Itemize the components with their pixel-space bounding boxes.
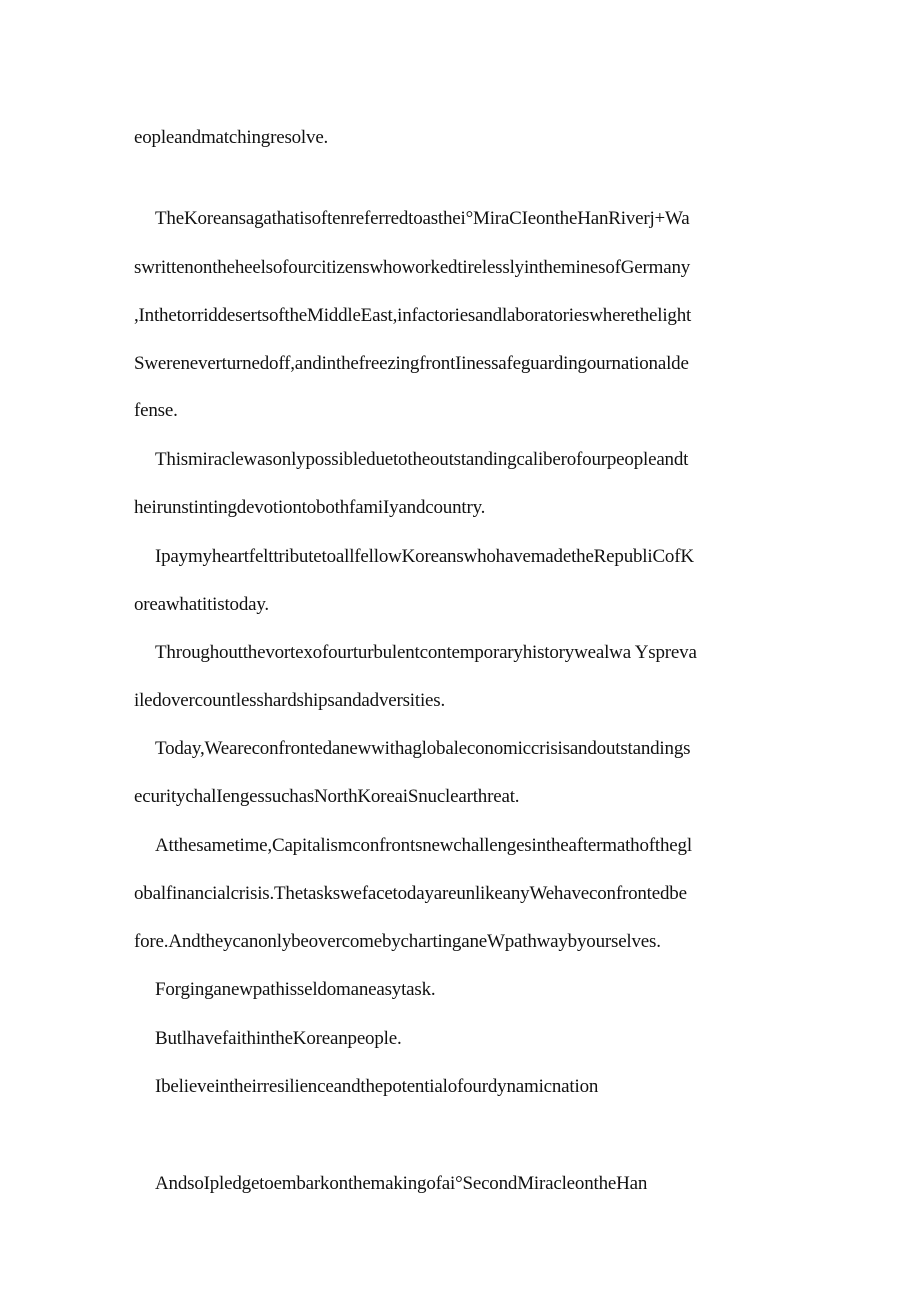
text-line: IpaymyheartfelttributetoallfellowKoreanswhohavemadetheRepubliCofK bbox=[155, 546, 694, 567]
text-line: fore.AndtheycanonlybeovercomebychartinganeWpathwaybyourselves. bbox=[134, 931, 661, 952]
text-line: TheKoreansagathatisoftenreferredtoasthei°MiraCIeontheHanRiverj+Wa bbox=[155, 208, 690, 229]
text-line: Today,Weareconfrontedanewwithaglobaleconomiccrisisandoutstandings bbox=[155, 738, 691, 759]
text-line: Swereneverturnedoff,andinthefreezingfrontIinessafeguardingournationalde bbox=[134, 353, 689, 374]
text-line: fense. bbox=[134, 400, 178, 421]
text-line: ,InthetorriddesertsoftheMiddleEast,infactoriesandlaboratorieswherethelight bbox=[134, 305, 692, 326]
text-line: oreawhatitistoday. bbox=[134, 594, 269, 615]
text-line: AndsoIpledgetoembarkonthemakingofai°SecondMiracleontheHan bbox=[155, 1173, 648, 1194]
text-line: iledovercountlesshardshipsandadversities. bbox=[134, 690, 446, 711]
text-line: ButlhavefaithintheKoreanpeople. bbox=[155, 1028, 402, 1049]
text-line: Ibelieveintheirresilienceandthepotentialofourdynamicnation bbox=[155, 1076, 599, 1097]
text-line: eopleandmatchingresolve. bbox=[134, 127, 329, 148]
text-line: heirunstintingdevotiontobothfamiIyandcountry. bbox=[134, 497, 486, 518]
text-line: Thismiraclewasonlypossibleduetotheoutstandingcaliberofourpeopleandt bbox=[155, 449, 689, 470]
text-line: Forginganewpathisseldomaneasytask. bbox=[155, 979, 436, 1000]
text-line: ecuritychalIengessuchasNorthKoreaiSnuclearthreat. bbox=[134, 786, 520, 807]
text-line: swrittenontheheelsofourcitizenswhoworkedtirelesslyintheminesofGermany bbox=[134, 257, 691, 278]
text-line: Throughoutthevortexofourturbulentcontemporaryhistorywealwa Yspreva bbox=[155, 642, 697, 663]
text-line: Atthesametime,Capitalismconfrontsnewchallengesintheaftermathofthegl bbox=[155, 835, 692, 856]
text-line: obalfinancialcrisis.ThetaskswefacetodayareunlikeanyWehaveconfrontedbe bbox=[134, 883, 687, 904]
